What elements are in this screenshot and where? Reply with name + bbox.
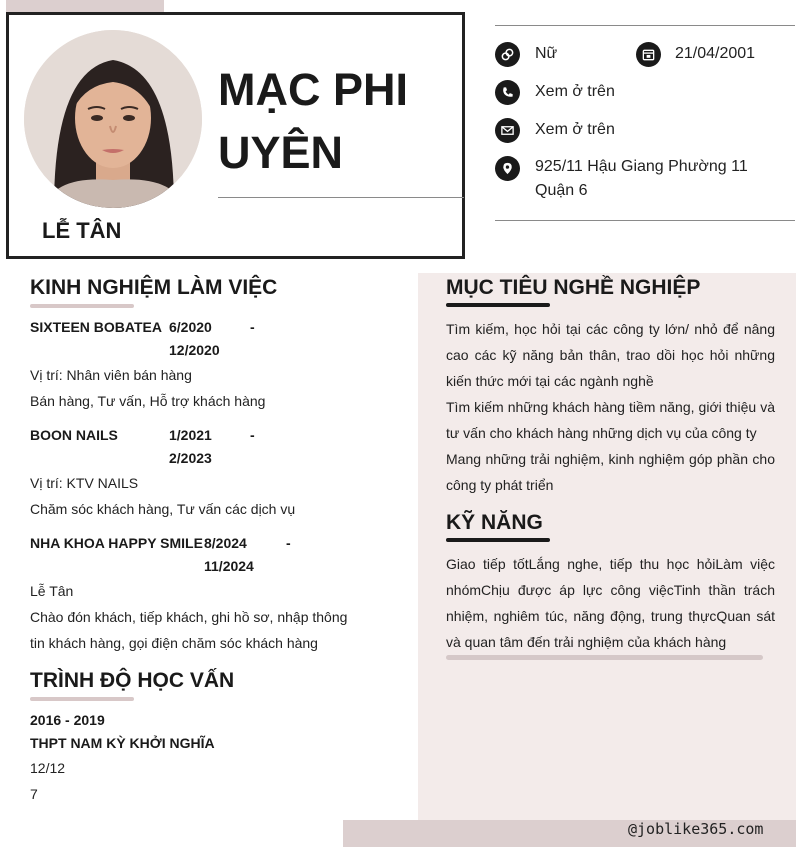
footer-watermark: @joblike365.com bbox=[628, 820, 764, 838]
experience-3-end: 11/2024 bbox=[204, 558, 254, 574]
education-title: TRÌNH ĐỘ HỌC VẤN bbox=[30, 669, 235, 692]
portrait-illustration bbox=[24, 30, 202, 208]
experience-2-start: 1/2021 bbox=[169, 427, 212, 443]
objective-title: MỤC TIÊU NGHỀ NGHIỆP bbox=[446, 276, 701, 299]
gender-value: Nữ bbox=[535, 45, 558, 62]
email-icon bbox=[495, 118, 520, 143]
experience-2-end: 2/2023 bbox=[169, 450, 212, 466]
contact-bottom-divider bbox=[495, 220, 795, 221]
objective-underline bbox=[446, 303, 550, 307]
calendar-icon bbox=[636, 42, 661, 67]
address-value: 925/11 Hậu Giang Phường 11 Quận 6 bbox=[535, 158, 748, 199]
experience-3-start: 8/2024 bbox=[204, 535, 247, 551]
experience-1-company: SIXTEEN BOBATEA bbox=[30, 319, 162, 335]
contact-top-divider bbox=[495, 25, 795, 26]
phone-icon bbox=[495, 80, 520, 105]
education-school: THPT NAM KỲ KHỞI NGHĨA bbox=[30, 735, 215, 751]
name-divider bbox=[218, 197, 464, 198]
experience-3-dash: - bbox=[286, 535, 291, 551]
experience-1-end: 12/2020 bbox=[169, 342, 220, 358]
objective-paragraph-2: Tìm kiếm những khách hàng tiềm năng, giới thiệu và tư vấn cho khách hàng những dịch vụ của công ty bbox=[446, 399, 775, 441]
experience-1-position: Vị trí: Nhân viên bán hàng bbox=[30, 367, 192, 383]
skills-underline bbox=[446, 538, 550, 542]
gender-icon bbox=[495, 42, 520, 67]
experience-1-description: Bán hàng, Tư vấn, Hỗ trợ khách hàng bbox=[30, 393, 266, 409]
experience-1-start: 6/2020 bbox=[169, 319, 212, 335]
skills-text: Giao tiếp tốtLắng nghe, tiếp thu học hỏiLàm việc nhómChịu được áp lực công việcTinh thần trách nhiệm, nghiêm túc, năng động, trung thựcQuan sát và quan tâm đến trải nghiệm của khách hàng bbox=[446, 556, 775, 650]
skill-level-bar bbox=[446, 655, 763, 660]
experience-underline bbox=[30, 304, 134, 308]
skills-title: KỸ NĂNG bbox=[446, 511, 543, 534]
experience-3-company: NHA KHOA HAPPY SMILE bbox=[30, 535, 203, 551]
education-underline bbox=[30, 697, 134, 701]
experience-3-position: Lễ Tân bbox=[30, 583, 74, 599]
experience-2-dash: - bbox=[250, 427, 255, 443]
phone-value: Xem ở trên bbox=[535, 83, 615, 100]
objective-paragraph-1: Tìm kiếm, học hỏi tại các công ty lớn/ nhỏ để nâng cao các kỹ năng bản thân, trao dồi học hỏi những kiến thức mới tại các ngành nghề bbox=[446, 321, 775, 389]
email-value: Xem ở trên bbox=[535, 121, 615, 138]
job-title: LỄ TÂN bbox=[42, 218, 122, 243]
experience-2-position: Vị trí: KTV NAILS bbox=[30, 475, 139, 491]
education-score: 7 bbox=[30, 786, 38, 802]
objective-paragraph-3: Mang những trải nghiệm, kinh nghiệm góp phần cho công ty phát triển bbox=[446, 451, 775, 493]
experience-3-description: Chào đón khách, tiếp khách, ghi hồ sơ, nhập thông tin khách hàng, gọi điện chăm sóc khách hàng bbox=[30, 609, 348, 651]
education-grade: 12/12 bbox=[30, 760, 66, 776]
experience-2-description: Chăm sóc khách hàng, Tư vấn các dịch vụ bbox=[30, 501, 296, 517]
birthday-value: 21/04/2001 bbox=[675, 45, 756, 62]
location-icon bbox=[495, 156, 520, 181]
experience-title: KINH NGHIỆM LÀM VIỆC bbox=[30, 276, 278, 299]
profile-photo bbox=[24, 30, 202, 208]
experience-1-dash: - bbox=[250, 319, 255, 335]
experience-2-company: BOON NAILS bbox=[30, 427, 118, 443]
education-period: 2016 - 2019 bbox=[30, 712, 105, 728]
candidate-name: MẠC PHI UYÊN bbox=[218, 64, 408, 178]
